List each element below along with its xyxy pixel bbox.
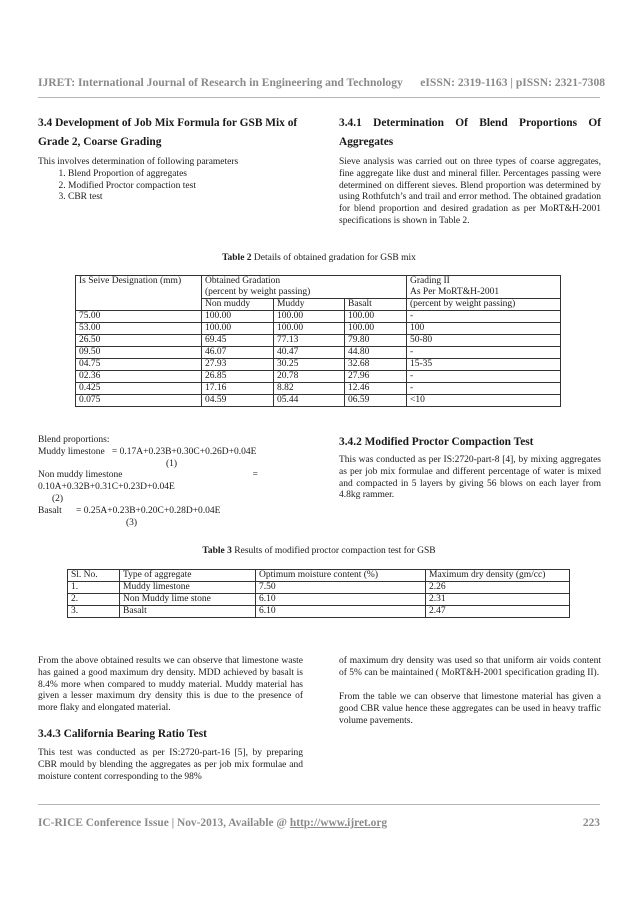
table3-label: Table 3 xyxy=(202,546,232,556)
table2-label: Table 2 xyxy=(222,253,252,263)
table2 xyxy=(75,275,561,407)
cell: 32.68 xyxy=(345,359,407,371)
cell: 100.00 xyxy=(274,311,345,323)
section-3-4-1-body: Sieve analysis was carried out on three types of coarse aggregates, fine aggregate like dust and mineral filler. Percentages passing were determined on different sieves. Blend proportion was determined by using Rothfutch’s and trail and error method. The obtained gradation for blend proportion and desired gradation as per MoRT&H-2001 specifications is shown in Table 2. xyxy=(339,157,601,226)
cell: 27.96 xyxy=(345,371,407,383)
cell: 26.50 xyxy=(76,335,202,347)
cell: 100 xyxy=(407,323,561,335)
cell: 26.85 xyxy=(202,371,274,383)
cell: 12.46 xyxy=(345,383,407,395)
cell: 0.425 xyxy=(76,383,202,395)
cell: 53.00 xyxy=(76,323,202,335)
cell: 6.10 xyxy=(256,594,426,606)
footer-rule xyxy=(38,804,600,805)
cell: Muddy limestone xyxy=(120,582,256,594)
cell: 7.50 xyxy=(256,582,426,594)
section-3-4-1-title-2: Aggregates xyxy=(339,136,394,148)
section-3-4-title-2: Grade 2, Coarse Grading xyxy=(38,136,162,148)
cell: 75.00 xyxy=(76,311,202,323)
table-header-row xyxy=(68,570,570,582)
equation-2-line1 xyxy=(38,470,258,482)
subheader-grading: (percent by weight passing) xyxy=(407,299,561,311)
section-3-4-2-title: 3.4.2 Modified Proctor Compaction Test xyxy=(339,436,534,448)
journal-title: IJRET: International Journal of Research in Engineering and Technology xyxy=(38,76,403,89)
footer-conference-text: IC-RICE Conference Issue | Nov-2013, Available @ xyxy=(38,817,290,829)
equation-1-number: (1) xyxy=(166,458,178,469)
table2-caption xyxy=(38,253,600,263)
table-row xyxy=(68,594,570,606)
section-3-4-2 xyxy=(339,436,601,502)
footer-conference xyxy=(38,817,387,829)
header-rule xyxy=(38,97,600,98)
cell: 8.82 xyxy=(274,383,345,395)
cell: 69.45 xyxy=(202,335,274,347)
equation-2-label: Non muddy limestone xyxy=(38,470,123,481)
section-3-4-2-body: This was conducted as per IS:2720-part-8 [4], by mixing aggregates as per job mix formulae and different percentage of water is mixed and compacted in 5 layers by giving 56 blows on each layer from 4.8kg rammer. xyxy=(339,455,601,501)
cell: 100.00 xyxy=(202,311,274,323)
cell: - xyxy=(407,311,561,323)
cell: 50-80 xyxy=(407,335,561,347)
cell: 05.44 xyxy=(274,395,345,407)
header-obtained-line1: Obtained Gradation xyxy=(205,276,281,286)
cell: - xyxy=(407,371,561,383)
section-3-4-1-title-1: 3.4.1 Determination Of Blend Proportions Of xyxy=(339,117,601,129)
cell: Non Muddy lime stone xyxy=(120,594,256,606)
cell: 46.07 xyxy=(202,347,274,359)
blend-heading: Blend proportions: xyxy=(38,435,110,445)
equation-3: Basalt = 0.25A+0.23B+0.20C+0.28D+0.04E xyxy=(38,505,221,516)
header-cell: Sl. No. xyxy=(68,570,120,582)
cell: 02.36 xyxy=(76,371,202,383)
cell: 100.00 xyxy=(345,311,407,323)
table3-caption-text: Results of modified proctor compaction test for GSB xyxy=(231,546,436,556)
table-row xyxy=(68,582,570,594)
equation-2-number: (2) xyxy=(52,493,64,504)
section-3-4-3 xyxy=(38,728,303,783)
results-paragraph-right-1: of maximum dry density was used so that uniform air voids content of 5% can be maintained ( MoRT&H-2001 specification grading II). xyxy=(339,656,601,678)
header-cell: Optimum moisture content (%) xyxy=(256,570,426,582)
table3-caption xyxy=(38,546,600,556)
header-grading-line1: Grading II xyxy=(410,276,450,286)
subheader-nonmuddy: Non muddy xyxy=(202,299,274,311)
issn: eISSN: 2319-1163 | pISSN: 2321-7308 xyxy=(420,76,606,89)
cell: - xyxy=(407,383,561,395)
table-row xyxy=(76,347,561,359)
table-row xyxy=(68,606,570,618)
parameter-list xyxy=(38,169,303,204)
cell: Basalt xyxy=(120,606,256,618)
cell: 17.16 xyxy=(202,383,274,395)
cell: 6.10 xyxy=(256,606,426,618)
subheader-basalt: Basalt xyxy=(345,299,407,311)
blend-proportions xyxy=(38,435,303,529)
cell: 04.59 xyxy=(202,395,274,407)
cell: 44.80 xyxy=(345,347,407,359)
header-cell: Maximum dry density (gm/cc) xyxy=(426,570,570,582)
running-header xyxy=(38,76,605,89)
cell: 15-35 xyxy=(407,359,561,371)
header-sieve: Is Seive Designation (mm) xyxy=(76,276,202,311)
cell: 04.75 xyxy=(76,359,202,371)
section-3-4 xyxy=(38,114,303,204)
table-row xyxy=(76,359,561,371)
page-number: 223 xyxy=(582,817,600,829)
table-row xyxy=(76,371,561,383)
header-grading-line2: As Per MoRT&H-2001 xyxy=(410,287,500,297)
list-item: 1. Blend Proportion of aggregates xyxy=(68,169,303,181)
list-item: 2. Modified Proctor compaction test xyxy=(68,181,303,193)
cell: 100.00 xyxy=(274,323,345,335)
section-3-4-title-1: 3.4 Development of Job Mix Formula for GSB Mix of xyxy=(38,117,298,129)
cell: 1. xyxy=(68,582,120,594)
equation-2-line2: 0.10A+0.32B+0.31C+0.23D+0.04E xyxy=(38,482,175,493)
section-3-4-1 xyxy=(339,114,601,228)
cell: 06.59 xyxy=(345,395,407,407)
equation-3-number: (3) xyxy=(126,517,138,528)
equation-1: Muddy limestone = 0.17A+0.23B+0.30C+0.26D+0.04E xyxy=(38,446,257,457)
table-row xyxy=(76,395,561,407)
cell: 3. xyxy=(68,606,120,618)
results-paragraph-right-2: From the table we can observe that limestone material has given a good CBR value hence these aggregates can be used in heavy traffic volume pavements. xyxy=(339,692,601,726)
cell: 2.47 xyxy=(426,606,570,618)
results-paragraph-left: From the above obtained results we can observe that limestone waste has gained a good maximum dry density. MDD achieved by basalt is 8.4% more when compared to muddy material. Muddy material has given a lesser maximum dry density this is due to the presence of more flaky and elongated material. xyxy=(38,656,303,714)
header-grading xyxy=(407,276,561,299)
cell: 0.075 xyxy=(76,395,202,407)
table-header-row xyxy=(76,276,561,299)
cell: 2.26 xyxy=(426,582,570,594)
cell: 40.47 xyxy=(274,347,345,359)
cell: 79.80 xyxy=(345,335,407,347)
table-row xyxy=(76,323,561,335)
header-obtained-line2: (percent by weight passing) xyxy=(205,287,311,297)
cell: 100.00 xyxy=(345,323,407,335)
cell: <10 xyxy=(407,395,561,407)
table3 xyxy=(67,569,570,618)
table-row xyxy=(76,311,561,323)
cell: 2.31 xyxy=(426,594,570,606)
cell: 100.00 xyxy=(202,323,274,335)
table-row xyxy=(76,335,561,347)
cell: - xyxy=(407,347,561,359)
header-cell: Type of aggregate xyxy=(120,570,256,582)
section-3-4-3-body: This test was conducted as per IS:2720-part-16 [5], by preparing CBR mould by blending the aggregates as per job mix formulae and moisture content corresponding to the 98% xyxy=(38,748,303,782)
header-obtained xyxy=(202,276,407,299)
section-3-4-3-title: 3.4.3 California Bearing Ratio Test xyxy=(38,728,207,740)
list-item: 3. CBR test xyxy=(68,192,303,204)
section-3-4-intro: This involves determination of following parameters xyxy=(38,157,239,167)
cell: 30.25 xyxy=(274,359,345,371)
equation-2-equals: = xyxy=(252,470,258,481)
table-row xyxy=(76,383,561,395)
journal-link[interactable]: http://www.ijret.org xyxy=(289,817,388,829)
cell: 20.78 xyxy=(274,371,345,383)
table2-caption-text: Details of obtained gradation for GSB mix xyxy=(251,253,416,263)
cell: 77.13 xyxy=(274,335,345,347)
cell: 09.50 xyxy=(76,347,202,359)
subheader-muddy: Muddy xyxy=(274,299,345,311)
cell: 27.93 xyxy=(202,359,274,371)
cell: 2. xyxy=(68,594,120,606)
